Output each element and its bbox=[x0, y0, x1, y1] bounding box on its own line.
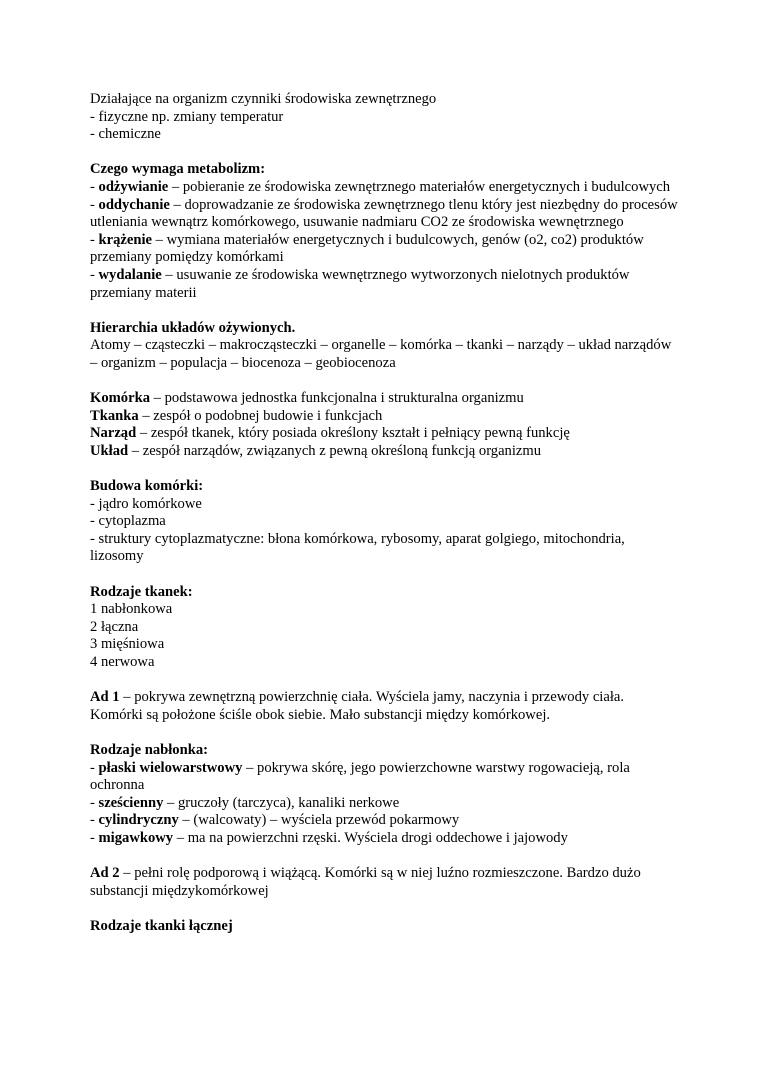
definition: Układ – zespół narządów, związanych z pewną określoną funkcją organizmu bbox=[90, 442, 542, 459]
definition: Komórka – podstawowa jednostka funkcjonalna i strukturalna organizmu bbox=[90, 390, 524, 407]
list-item: - sześcienny – gruczoły (tarczyca), kanaliki nerkowe bbox=[90, 794, 400, 811]
intro-line: - fizyczne np. zmiany temperatur bbox=[90, 108, 284, 125]
term: płaski wielowarstwowy bbox=[98, 759, 243, 776]
list-item: - wydalanie – usuwanie ze środowiska wewnętrznego wytworzonych nielotnych produktów przemiany materii bbox=[90, 266, 630, 301]
list-item: - struktury cytoplazmatyczne: błona komórkowa, rybosomy, aparat golgiego, mitochondria, lizosomy bbox=[90, 530, 625, 565]
term: migawkowy bbox=[98, 829, 174, 846]
term: Narząd bbox=[90, 425, 137, 442]
list-item: 4 nerwowa bbox=[90, 654, 155, 670]
term: Komórka bbox=[90, 390, 150, 407]
paragraph: Ad 2 – pełni rolę podporową i wiążącą. Komórki są w niej luźno rozmieszczone. Bardzo dużo substancji międzykomórkowej bbox=[90, 865, 641, 899]
ad2-section bbox=[90, 865, 680, 900]
laczna-section bbox=[90, 918, 680, 936]
tkanki-section bbox=[90, 584, 680, 672]
intro-section bbox=[90, 91, 680, 144]
term: Ad 1 bbox=[90, 689, 120, 706]
definition: Tkanka – zespół o podobnej budowie i funkcjach bbox=[90, 407, 383, 424]
list-item: - cylindryczny – (walcowaty) – wyściela przewód pokarmowy bbox=[90, 812, 460, 829]
term: sześcienny bbox=[98, 794, 164, 811]
term: odżywianie bbox=[98, 178, 169, 195]
term: krążenie bbox=[98, 231, 153, 248]
list-item: - krążenie – wymiana materiałów energetycznych i budulcowych, genów (o2, co2) produktów przemiany pomiędzy komórkami bbox=[90, 231, 644, 266]
list-item: 2 łączna bbox=[90, 618, 139, 635]
list-item: - oddychanie – doprowadzanie ze środowiska zewnętrznego tlenu który jest niezbędny do procesów utleniania wewnątrz komórkowego, usuwanie nadmiaru CO2 ze środowiska wewnętrznego bbox=[90, 196, 678, 231]
term: Ad 2 bbox=[90, 865, 120, 882]
section-heading: Hierarchia układów ożywionych. bbox=[90, 319, 296, 336]
list-item: - odżywianie – pobieranie ze środowiska zewnętrznego materiałów energetycznych i budulcowych bbox=[90, 178, 671, 195]
document-content bbox=[90, 91, 680, 953]
intro-line: Działające na organizm czynniki środowiska zewnętrznego bbox=[90, 91, 437, 107]
hierarchia-section bbox=[90, 320, 680, 373]
metabolizm-section bbox=[90, 161, 680, 302]
section-heading: Czego wymaga metabolizm: bbox=[90, 161, 266, 178]
section-heading: Budowa komórki: bbox=[90, 478, 204, 495]
definicje-section bbox=[90, 390, 680, 460]
term: Układ bbox=[90, 442, 129, 459]
list-item: - migawkowy – ma na powierzchni rzęski. Wyściela drogi oddechowe i jajowody bbox=[90, 829, 568, 846]
list-item: - płaski wielowarstwowy – pokrywa skórę, jego powierzchowne warstwy rogowacieją, rola ochronna bbox=[90, 759, 630, 794]
term: oddychanie bbox=[98, 196, 170, 213]
term: Tkanka bbox=[90, 407, 139, 424]
section-heading: Rodzaje nabłonka: bbox=[90, 741, 208, 758]
nablonek-section bbox=[90, 742, 680, 848]
section-heading: Rodzaje tkanki łącznej bbox=[90, 917, 233, 934]
list-item: 3 mięśniowa bbox=[90, 636, 165, 653]
budowa-section bbox=[90, 478, 680, 566]
paragraph: Ad 1 – pokrywa zewnętrzną powierzchnię ciała. Wyściela jamy, naczynia i przewody ciała. Komórki są położone ściśle obok siebie. Mało substancji między komórkowej. bbox=[90, 689, 625, 723]
list-item: - jądro komórkowe bbox=[90, 495, 202, 512]
term: cylindryczny bbox=[98, 812, 179, 829]
term: wydalanie bbox=[98, 266, 162, 283]
intro-line: - chemiczne bbox=[90, 126, 161, 143]
ad1-section bbox=[90, 689, 680, 724]
paragraph: Atomy – cząsteczki – makrocząsteczki – organelle – komórka – tkanki – narządy – układ narządów – organizm – populacja – biocenoza – geobiocenoza bbox=[90, 337, 672, 371]
section-heading: Rodzaje tkanek: bbox=[90, 583, 193, 600]
list-item: 1 nabłonkowa bbox=[90, 601, 173, 618]
list-item: - cytoplazma bbox=[90, 513, 166, 530]
definition: Narząd – zespół tkanek, który posiada określony kształt i pełniący pewną funkcję bbox=[90, 425, 570, 442]
